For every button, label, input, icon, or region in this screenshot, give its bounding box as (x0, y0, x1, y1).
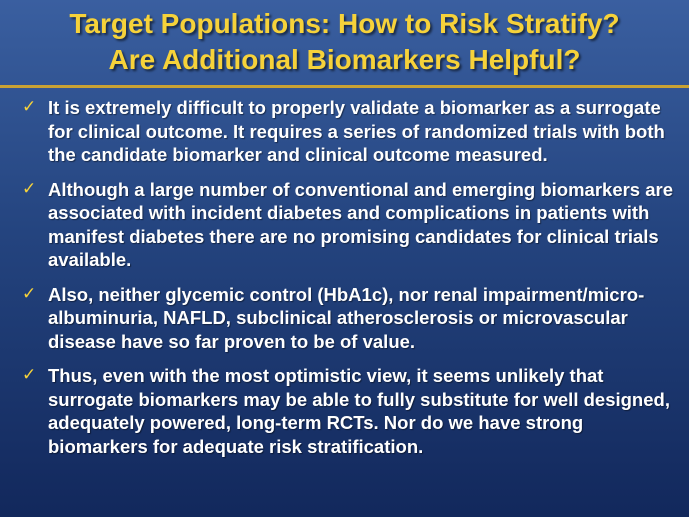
bullet-text: Also, neither glycemic control (HbA1c), nor renal impairment/micro-albuminuria, NAFLD, subclinical atherosclerosis or microvascular disease have so far proven to be of value. (48, 283, 645, 352)
bullet-item-4 (22, 364, 682, 458)
checkmark-icon: ✓ (22, 283, 37, 304)
bullet-list (22, 96, 682, 469)
bullet-item-2 (22, 178, 682, 272)
checkmark-icon: ✓ (22, 178, 37, 199)
checkmark-icon: ✓ (22, 365, 37, 385)
title-line-1: Target Populations: How to Risk Stratify? (69, 8, 620, 39)
title-divider (0, 85, 689, 88)
bullet-item-3 (22, 283, 682, 354)
slide-title (0, 6, 689, 78)
checkmark-icon: ✓ (22, 97, 37, 117)
bullet-text: It is extremely difficult to properly validate a biomarker as a surrogate for clinical outcome. It requires a series of randomized trials with both the candidate biomarker and clinical outcome measured. (48, 97, 665, 165)
bullet-text: Thus, even with the most optimistic view, it seems unlikely that surrogate biomarkers may be able to fully substitute for well designed, adequately powered, long-term RCTs. Nor do we have strong biomarkers for adequate risk stratification. (48, 365, 670, 457)
bullet-item-1 (22, 96, 682, 167)
title-line-2: Are Additional Biomarkers Helpful? (108, 44, 581, 75)
bullet-text: Although a large number of conventional and emerging biomarkers are associated with incident diabetes and complications in patients with manifest diabetes there are no promising candidates for clinical trials available. (48, 178, 674, 270)
